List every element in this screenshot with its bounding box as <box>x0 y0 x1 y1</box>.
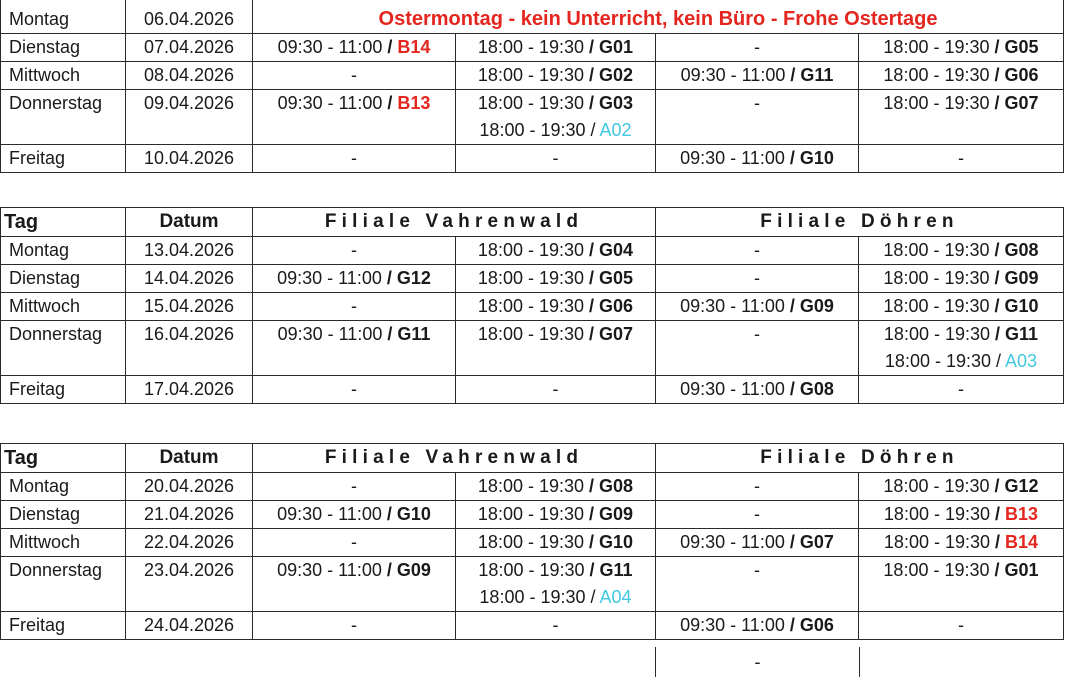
dash: - <box>958 148 964 168</box>
doehren-morning-slot <box>656 34 859 62</box>
day-cell <box>1 473 126 501</box>
time-range: 18:00 - 19:30 <box>477 532 585 552</box>
vahrenwald-morning-slot <box>253 265 456 293</box>
group-code: G06 <box>799 615 834 635</box>
vahrenwald-morning-slot <box>253 501 456 529</box>
date-cell <box>126 0 253 34</box>
holiday-notice-text: Ostermontag - kein Unterricht, kein Büro - Frohe Ostertage <box>378 8 938 30</box>
doehren-evening-slot <box>859 145 1064 173</box>
date-label: 15.04.2026 <box>143 296 235 316</box>
slash-separator: / <box>584 560 600 580</box>
table-row <box>1 321 1064 376</box>
doehren-morning-slot <box>656 237 859 265</box>
schedule-table-week-2 <box>0 207 1064 404</box>
time-range: 18:00 - 19:30 <box>479 120 586 140</box>
slash-separator: / <box>989 93 1005 113</box>
group-code: G10 <box>599 532 634 552</box>
doehren-evening-slot <box>859 612 1064 640</box>
column-header-date <box>126 444 253 473</box>
day-cell <box>1 612 126 640</box>
day-label: Mittwoch <box>9 532 81 552</box>
vahrenwald-morning-slot <box>253 612 456 640</box>
dash: - <box>351 476 357 496</box>
time-range: 18:00 - 19:30 <box>883 65 990 85</box>
group-code: G05 <box>1004 37 1039 57</box>
day-cell <box>1 90 126 145</box>
time-range: 18:00 - 19:30 <box>478 560 585 580</box>
time-range: 18:00 - 19:30 <box>477 504 585 524</box>
group-code: G05 <box>599 268 634 288</box>
day-cell <box>1 321 126 376</box>
time-range: 18:00 - 19:30 <box>477 65 585 85</box>
schedule-table-week-1 <box>0 33 1064 173</box>
slash-separator: / <box>584 476 600 496</box>
table-row <box>1 557 1064 612</box>
doehren-evening-slot <box>859 473 1064 501</box>
vahrenwald-evening-slot <box>456 529 656 557</box>
vahrenwald-evening-slot <box>456 501 656 529</box>
group-code: G09 <box>1004 268 1039 288</box>
slash-separator: / <box>382 93 398 113</box>
day-label: Freitag <box>9 615 66 635</box>
vahrenwald-evening-slot <box>456 265 656 293</box>
time-range: 18:00 - 19:30 <box>883 93 990 113</box>
doehren-evening-slot <box>859 557 1064 612</box>
group-code: G02 <box>599 65 634 85</box>
slash-separator: / <box>989 296 1005 316</box>
vahrenwald-morning-slot <box>253 321 456 376</box>
slash-separator: / <box>584 65 600 85</box>
table-row <box>1 293 1064 321</box>
slash-separator: / <box>989 37 1005 57</box>
extra-slot <box>456 584 655 611</box>
group-code: A04 <box>599 587 632 607</box>
day-label: Dienstag <box>9 504 81 524</box>
day-label: Dienstag <box>9 268 81 288</box>
day-cell <box>1 0 126 34</box>
column-header-branch-vahrenwald <box>253 444 656 473</box>
slash-separator: / <box>784 615 800 635</box>
time-range: 09:30 - 11:00 <box>277 37 383 57</box>
doehren-evening-slot <box>859 34 1064 62</box>
time-range: 09:30 - 11:00 <box>680 379 785 399</box>
date-label: 08.04.2026 <box>143 65 235 85</box>
group-code: G04 <box>599 240 634 260</box>
schedule-table-week-3 <box>0 443 1064 640</box>
table-row <box>1 501 1064 529</box>
time-range: 18:00 - 19:30 <box>883 240 990 260</box>
dash: - <box>754 560 760 580</box>
group-code: B13 <box>1005 504 1039 524</box>
date-cell <box>126 321 253 376</box>
slash-separator: / <box>991 351 1006 371</box>
day-cell <box>1 557 126 612</box>
time-range: 18:00 - 19:30 <box>883 532 991 552</box>
group-code: G06 <box>599 296 634 316</box>
holiday-notice <box>253 0 1064 34</box>
slash-separator: / <box>584 324 600 344</box>
doehren-evening-slot <box>859 501 1064 529</box>
group-code: A03 <box>1005 351 1038 371</box>
group-code: G08 <box>799 379 834 399</box>
doehren-evening-slot <box>859 293 1064 321</box>
time-range: 09:30 - 11:00 <box>680 65 786 85</box>
slash-separator: / <box>785 65 801 85</box>
date-cell <box>126 237 253 265</box>
day-label: Montag <box>9 240 70 260</box>
date-label: 20.04.2026 <box>143 476 235 496</box>
doehren-evening-slot <box>859 237 1064 265</box>
dash: - <box>754 240 760 260</box>
time-range: 09:30 - 11:00 <box>680 148 785 168</box>
slash-separator: / <box>381 560 397 580</box>
vahrenwald-morning-slot <box>253 376 456 404</box>
slash-separator: / <box>584 93 600 113</box>
column-header-branch-vahrenwald <box>253 208 656 237</box>
header-label: Datum <box>159 447 219 468</box>
time-range: 18:00 - 19:30 <box>477 37 585 57</box>
date-label: 21.04.2026 <box>143 504 235 524</box>
vahrenwald-morning-slot <box>253 34 456 62</box>
dash: - <box>754 476 760 496</box>
vahrenwald-evening-slot <box>456 612 656 640</box>
slash-separator: / <box>585 587 600 607</box>
doehren-morning-slot <box>656 293 859 321</box>
holiday-row <box>1 0 1064 34</box>
vahrenwald-morning-slot <box>253 237 456 265</box>
group-code: B14 <box>397 37 431 57</box>
slash-separator: / <box>382 37 398 57</box>
date-label: 13.04.2026 <box>143 240 235 260</box>
doehren-evening-slot <box>859 62 1064 90</box>
slash-separator: / <box>784 148 800 168</box>
date-cell <box>126 145 253 173</box>
table-row <box>1 376 1064 404</box>
doehren-evening-slot <box>859 265 1064 293</box>
slash-separator: / <box>990 504 1006 524</box>
header-label: Tag <box>4 447 39 469</box>
time-range: 18:00 - 19:30 <box>883 476 990 496</box>
date-cell <box>126 501 253 529</box>
doehren-morning-slot <box>656 145 859 173</box>
table-row <box>1 145 1064 173</box>
header-label: Filiale Vahrenwald <box>324 447 584 468</box>
group-code: G09 <box>799 296 834 316</box>
group-code: G01 <box>1004 560 1039 580</box>
date-cell <box>126 293 253 321</box>
dash: - <box>754 504 760 524</box>
day-label: Dienstag <box>9 37 81 57</box>
date-label: 22.04.2026 <box>143 532 235 552</box>
time-range: 18:00 - 19:30 <box>883 560 990 580</box>
vahrenwald-morning-slot <box>253 557 456 612</box>
time-range: 09:30 - 11:00 <box>680 615 785 635</box>
slash-separator: / <box>784 296 800 316</box>
day-label: Mittwoch <box>9 65 81 85</box>
slash-separator: / <box>381 504 397 524</box>
time-range: 09:30 - 11:00 <box>277 324 383 344</box>
doehren-morning-slot <box>656 529 859 557</box>
day-cell <box>1 293 126 321</box>
day-label: Donnerstag <box>9 324 103 344</box>
time-range: 18:00 - 19:30 <box>477 93 585 113</box>
day-cell <box>1 145 126 173</box>
dash: - <box>351 615 357 635</box>
time-range: 09:30 - 11:00 <box>680 296 785 316</box>
dash: - <box>351 240 357 260</box>
dash: - <box>351 296 357 316</box>
group-code: G03 <box>599 93 634 113</box>
vahrenwald-evening-slot <box>456 62 656 90</box>
slash-separator: / <box>989 476 1005 496</box>
date-cell <box>126 473 253 501</box>
dash: - <box>351 148 357 168</box>
table-row <box>1 473 1064 501</box>
doehren-morning-slot <box>656 501 859 529</box>
header-label: Filiale Döhren <box>760 447 959 468</box>
column-header-day <box>1 444 126 473</box>
time-range: 18:00 - 19:30 <box>477 324 585 344</box>
day-cell <box>1 265 126 293</box>
table-row <box>1 62 1064 90</box>
date-label: 06.04.2026 <box>143 9 235 29</box>
slash-separator: / <box>989 560 1005 580</box>
dash: - <box>552 379 559 399</box>
doehren-morning-slot <box>656 265 859 293</box>
day-label: Montag <box>9 476 70 496</box>
dash: - <box>351 379 357 399</box>
time-range: 18:00 - 19:30 <box>883 504 991 524</box>
slash-separator: / <box>784 532 800 552</box>
day-cell <box>1 501 126 529</box>
date-label: 17.04.2026 <box>143 379 235 399</box>
slash-separator: / <box>585 120 600 140</box>
column-header-day <box>1 208 126 237</box>
date-label: 23.04.2026 <box>143 560 235 580</box>
time-range: 18:00 - 19:30 <box>883 324 991 344</box>
dash: - <box>552 615 559 635</box>
vahrenwald-morning-slot <box>253 529 456 557</box>
time-range: 18:00 - 19:30 <box>884 351 992 371</box>
table-row <box>1 612 1064 640</box>
time-range: 18:00 - 19:30 <box>477 268 585 288</box>
doehren-morning-slot <box>656 473 859 501</box>
slash-separator: / <box>784 379 800 399</box>
dash: - <box>351 65 357 85</box>
doehren-morning-slot <box>656 321 859 376</box>
date-cell <box>126 34 253 62</box>
vahrenwald-morning-slot <box>253 473 456 501</box>
header-label: Datum <box>159 211 219 232</box>
dash: - <box>958 615 964 635</box>
group-code: G09 <box>396 560 431 580</box>
header-label: Filiale Döhren <box>760 211 959 232</box>
group-code: G09 <box>599 504 634 524</box>
slash-separator: / <box>990 532 1006 552</box>
vahrenwald-morning-slot <box>253 293 456 321</box>
day-label: Freitag <box>9 379 66 399</box>
day-cell <box>1 237 126 265</box>
slash-separator: / <box>989 268 1005 288</box>
header-row <box>1 444 1064 473</box>
group-code: G12 <box>396 268 431 288</box>
time-range: 18:00 - 19:30 <box>883 296 990 316</box>
time-range: 09:30 - 11:00 <box>277 93 383 113</box>
day-cell <box>1 62 126 90</box>
vahrenwald-evening-slot <box>456 321 656 376</box>
dash: - <box>754 324 760 344</box>
date-cell <box>126 612 253 640</box>
group-code: G07 <box>599 324 634 344</box>
vahrenwald-evening-slot <box>456 237 656 265</box>
date-cell <box>126 376 253 404</box>
day-cell <box>1 34 126 62</box>
time-range: 18:00 - 19:30 <box>479 587 586 607</box>
group-code: G08 <box>599 476 634 496</box>
doehren-morning-slot <box>656 62 859 90</box>
time-range: 09:30 - 11:00 <box>277 504 382 524</box>
dash: - <box>351 532 357 552</box>
table-row <box>1 237 1064 265</box>
group-code: G10 <box>799 148 834 168</box>
group-code: G11 <box>800 65 834 85</box>
doehren-evening-slot <box>859 529 1064 557</box>
group-code: G01 <box>599 37 634 57</box>
group-code: A02 <box>599 120 632 140</box>
group-code: G08 <box>1004 240 1039 260</box>
header-row <box>1 208 1064 237</box>
vahrenwald-morning-slot <box>253 145 456 173</box>
vahrenwald-evening-slot <box>456 557 656 612</box>
date-label: 07.04.2026 <box>143 37 235 57</box>
date-label: 14.04.2026 <box>143 268 235 288</box>
group-code: G06 <box>1004 65 1039 85</box>
date-label: 09.04.2026 <box>143 93 235 113</box>
slash-separator: / <box>381 268 397 288</box>
column-header-date <box>126 208 253 237</box>
date-cell <box>126 90 253 145</box>
doehren-morning-slot <box>656 90 859 145</box>
date-label: 24.04.2026 <box>143 615 235 635</box>
dash: - <box>754 268 760 288</box>
column-header-branch-doehren <box>656 444 1064 473</box>
doehren-morning-slot <box>656 557 859 612</box>
date-cell <box>126 265 253 293</box>
slash-separator: / <box>584 268 600 288</box>
doehren-evening-slot <box>859 376 1064 404</box>
vahrenwald-morning-slot <box>253 90 456 145</box>
group-code: G11 <box>599 560 633 580</box>
group-code: B14 <box>1005 532 1039 552</box>
time-range: 18:00 - 19:30 <box>477 240 585 260</box>
slash-separator: / <box>584 37 600 57</box>
date-cell <box>126 557 253 612</box>
day-cell <box>1 376 126 404</box>
time-range: 09:30 - 11:00 <box>680 532 785 552</box>
group-code: G11 <box>397 324 431 344</box>
doehren-morning-slot <box>656 376 859 404</box>
vahrenwald-evening-slot <box>456 145 656 173</box>
slash-separator: / <box>990 324 1006 344</box>
dash: - <box>754 93 760 113</box>
vahrenwald-evening-slot <box>456 34 656 62</box>
group-code: G12 <box>1004 476 1039 496</box>
extra-slot <box>859 348 1063 375</box>
slash-separator: / <box>584 296 600 316</box>
header-label: Filiale Vahrenwald <box>324 211 584 232</box>
group-code: G10 <box>1004 296 1039 316</box>
table-row <box>1 34 1064 62</box>
time-range: 18:00 - 19:30 <box>477 476 585 496</box>
dash: - <box>754 37 760 57</box>
vahrenwald-evening-slot <box>456 293 656 321</box>
date-label: 10.04.2026 <box>143 148 235 168</box>
time-range: 18:00 - 19:30 <box>477 296 585 316</box>
slash-separator: / <box>584 532 600 552</box>
slash-separator: / <box>989 65 1005 85</box>
day-label: Mittwoch <box>9 296 81 316</box>
time-range: 18:00 - 19:30 <box>883 37 990 57</box>
vahrenwald-morning-slot <box>253 62 456 90</box>
group-code: G07 <box>1004 93 1039 113</box>
header-label: Tag <box>4 211 39 233</box>
day-label: Donnerstag <box>9 93 103 113</box>
date-cell <box>126 62 253 90</box>
vahrenwald-evening-slot <box>456 473 656 501</box>
table-row <box>1 265 1064 293</box>
slash-separator: / <box>382 324 398 344</box>
doehren-evening-slot <box>859 90 1064 145</box>
group-code: G07 <box>799 532 834 552</box>
date-label: 16.04.2026 <box>143 324 235 344</box>
doehren-evening-slot <box>859 321 1064 376</box>
slash-separator: / <box>584 240 600 260</box>
dash: - <box>754 652 761 672</box>
day-label: Donnerstag <box>9 560 103 580</box>
group-code: G11 <box>1005 324 1039 344</box>
date-cell <box>126 529 253 557</box>
day-cell <box>1 529 126 557</box>
vahrenwald-evening-slot <box>456 376 656 404</box>
schedule-table-week-1 <box>0 0 1064 34</box>
time-range: 18:00 - 19:30 <box>883 268 990 288</box>
extra-slot <box>456 117 655 144</box>
time-range: 09:30 - 11:00 <box>277 560 382 580</box>
table-row <box>1 90 1064 145</box>
slash-separator: / <box>584 504 600 524</box>
dash: - <box>552 148 559 168</box>
day-label: Freitag <box>9 148 66 168</box>
column-header-branch-doehren <box>656 208 1064 237</box>
doehren-morning-slot <box>656 612 859 640</box>
vahrenwald-evening-slot <box>456 90 656 145</box>
dash: - <box>958 379 964 399</box>
slash-separator: / <box>989 240 1005 260</box>
group-code: B13 <box>397 93 431 113</box>
time-range: 09:30 - 11:00 <box>277 268 382 288</box>
group-code: G10 <box>396 504 431 524</box>
table-row <box>1 529 1064 557</box>
stray-empty-cell <box>655 647 860 677</box>
day-label: Montag <box>9 9 70 29</box>
